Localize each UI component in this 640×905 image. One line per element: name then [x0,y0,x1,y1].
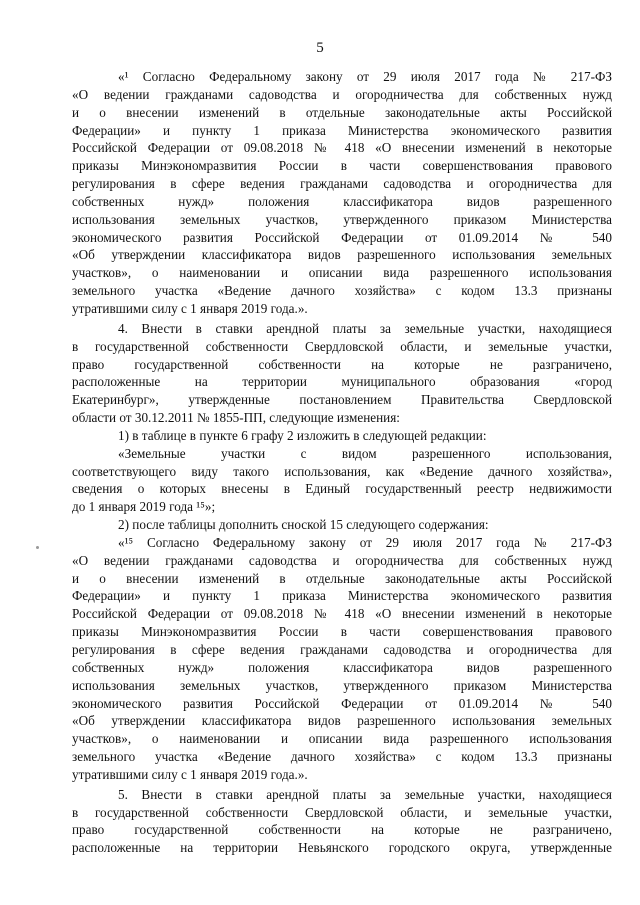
text-line: области от 30.12.2011 № 1855-ПП, следующие изменения: [72,410,400,426]
text-line: 5. Внести в ставки арендной платы за земельные участки, находящиеся [118,786,612,802]
text-line: право государственной собственности на которые не разграничено, [72,822,612,838]
text-line: 1) в таблице в пункте 6 графу 2 изложить в следующей редакции: [118,427,487,443]
text-line: «¹⁵ Согласно Федеральному закону от 29 июля 2017 года № 217-ФЗ [118,534,612,550]
text-line: 2) после таблицы дополнить сноской 15 следующего содержания: [118,517,489,533]
text-line: регулирования в сфере ведения гражданами садоводства и огородничества для [72,642,612,657]
text-line: экономического развития Российской Федерации от 01.09.2014 № 540 [72,695,612,711]
text-line: регулирования в сфере ведения гражданами садоводства и огородничества для [72,176,612,192]
text-line: Российской Федерации от 09.08.2018 № 418 «О внесении изменений в некоторые [72,606,612,622]
text-line: право государственной собственности на которые не разграничено, [72,356,612,372]
text-line: в государственной собственности Свердловской области, и земельные участки, [72,804,612,820]
text-line: собственных нужд» положения классификатора видов разрешенного [72,193,612,209]
text-line: Российской Федерации от 09.08.2018 № 418 «О внесении изменений в некоторые [72,140,612,156]
text-line: и о внесении изменений в отдельные законодательные акты Российской [72,570,612,586]
text-line: «Об утверждении классификатора видов разрешенного использования земельных [72,713,612,729]
text-line: расположенные на территории Невьянского городского округа, утвержденные [72,840,612,856]
text-line: утратившими силу с 1 января 2019 года.». [72,766,308,782]
text-line: Федерации» и пункту 1 приказа Министерства экономического развития [72,588,612,604]
scan-speck [36,546,39,549]
text-line: земельного участка «Ведение дачного хозяйства» с кодом 13.3 признаны [72,749,612,765]
text-line: приказы Минэкономразвития России в части совершенствования правового [72,158,612,174]
text-line: соответствующего виду такого использования, как «Ведение дачного хозяйства», [72,463,612,479]
text-line: приказы Минэкономразвития России в части совершенствования правового [72,624,612,640]
text-line: «Об утверждении классификатора видов разрешенного использования земельных [72,247,612,263]
page-number: 5 [316,40,324,56]
document-body [72,68,612,857]
text-line: «О ведении гражданами садоводства и огородничества для собственных нужд [72,86,612,102]
text-line: Федерации» и пункту 1 приказа Министерства экономического развития [72,122,612,138]
text-line: расположенные на территории муниципального образования «город [72,374,612,390]
text-line: утратившими силу с 1 января 2019 года.». [72,300,308,316]
text-line: в государственной собственности Свердловской области, и земельные участки, [72,338,612,354]
text-line: собственных нужд» положения классификатора видов разрешенного [72,659,612,675]
text-line: и о внесении изменений в отдельные законодательные акты Российской [72,104,612,120]
text-line: «¹ Согласно Федеральному закону от 29 июля 2017 года № 217-ФЗ [118,69,612,84]
text-line: участков», о наименовании и описании вида разрешенного использования [72,265,612,281]
text-line: экономического развития Российской Федерации от 01.09.2014 № 540 [72,229,612,245]
text-line: 4. Внести в ставки арендной платы за земельные участки, находящиеся [118,320,612,336]
text-line: земельного участка «Ведение дачного хозяйства» с кодом 13.3 признаны [72,283,612,299]
text-line: сведения о которых внесены в Единый государственный реестр недвижимости [72,481,612,497]
text-line: использования земельных участков, утвержденного приказом Министерства [72,211,612,227]
text-line: «Земельные участки с видом разрешенного использования, [118,445,612,461]
text-line: до 1 января 2019 года ¹⁵»; [72,499,216,515]
text-line: участков», о наименовании и описании вида разрешенного использования [72,731,612,747]
text-line: использования земельных участков, утвержденного приказом Министерства [72,677,612,693]
text-line: «О ведении гражданами садоводства и огородничества для собственных нужд [72,552,612,568]
text-line: Екатеринбург», утвержденные постановлением Правительства Свердловской [72,392,612,408]
